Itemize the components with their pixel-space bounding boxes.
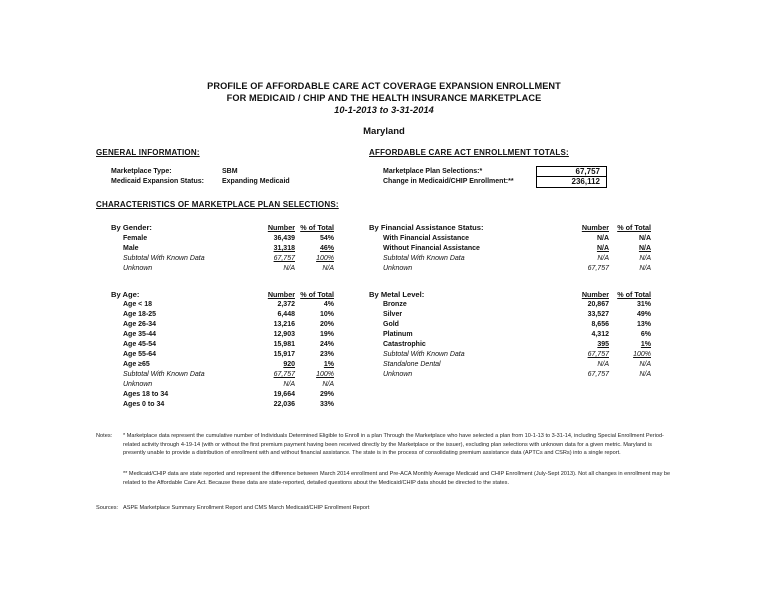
age-row-label: Age 26-34 (123, 321, 157, 328)
medicaid-change-value: 236,112 (571, 177, 600, 186)
age-row-number: 12,903 (273, 331, 295, 338)
gender-pct-header: % of Total (300, 223, 334, 232)
plan-selections-label: Marketplace Plan Selections:* (383, 168, 483, 175)
financial-row-pct: N/A (638, 245, 651, 252)
age-row-label: Subtotal With Known Data (123, 371, 205, 378)
metal-row-pct: 1% (640, 341, 651, 348)
metal-row-label: Catastrophic (383, 341, 426, 348)
report-title (0, 80, 768, 116)
financial-row-label: Without Financial Assistance (383, 245, 480, 252)
age-row-number: 920 (283, 361, 295, 368)
age-row-label: Age ≥65 (123, 361, 150, 368)
age-row-number: N/A (283, 381, 295, 388)
age-row-label: Ages 18 to 34 (123, 391, 169, 398)
age-row-number: 22,036 (273, 401, 295, 408)
metal-row-pct: 13% (636, 321, 651, 328)
age-row-pct: 33% (319, 401, 334, 408)
financial-row-pct: N/A (638, 235, 651, 242)
metal-row-label: Standalone Dental (383, 361, 441, 368)
metal-number-header: Number (581, 290, 609, 299)
enrollment-totals-heading: AFFORDABLE CARE ACT ENROLLMENT TOTALS: (369, 148, 569, 157)
age-row-number: 19,664 (273, 391, 295, 398)
age-row-pct: 4% (323, 301, 334, 308)
medicaid-change-label: Change in Medicaid/CHIP Enrollment:** (383, 178, 514, 185)
metal-row-pct: 6% (640, 331, 651, 338)
sources-text: ASPE Marketplace Summary Enrollment Report and CMS March Medicaid/CHIP Enrollment Report (123, 505, 370, 511)
title-line-1: PROFILE OF AFFORDABLE CARE ACT COVERAGE EXPANSION ENROLLMENT (207, 81, 561, 91)
age-row-label: Unknown (123, 381, 153, 388)
financial-heading: By Financial Assistance Status: (369, 223, 484, 232)
gender-row-label: Subtotal With Known Data (123, 255, 205, 262)
age-row-pct: 23% (319, 351, 334, 358)
gender-row-number: 31,318 (273, 245, 295, 252)
gender-row-pct: N/A (322, 265, 334, 272)
age-row-pct: 19% (319, 331, 334, 338)
financial-row-number: N/A (596, 245, 609, 252)
marketplace-type-value: SBM (222, 168, 238, 175)
metal-row-label: Platinum (383, 331, 413, 338)
marketplace-type-label: Marketplace Type: (111, 168, 172, 175)
metal-heading: By Metal Level: (369, 290, 425, 299)
age-row-number: 6,448 (277, 311, 295, 318)
age-pct-header: % of Total (300, 290, 334, 299)
age-row-number: 67,757 (273, 371, 295, 378)
gender-heading: By Gender: (111, 223, 152, 232)
sources-label: Sources: (96, 505, 119, 511)
metal-row-label: Silver (383, 311, 403, 318)
gender-row-number: N/A (283, 265, 295, 272)
gender-row-pct: 100% (316, 255, 334, 262)
metal-row-pct: 49% (636, 311, 651, 318)
state-name: Maryland (363, 126, 405, 137)
gender-row-label: Male (123, 245, 139, 252)
plan-selections-value: 67,757 (575, 167, 600, 176)
age-heading: By Age: (111, 290, 140, 299)
general-info-heading: GENERAL INFORMATION: (96, 148, 200, 157)
gender-row-pct: 46% (319, 245, 334, 252)
age-row-number: 15,917 (273, 351, 295, 358)
age-row-pct: 29% (319, 391, 334, 398)
age-row-pct: 100% (316, 371, 334, 378)
metal-row-number: 8,656 (591, 321, 609, 328)
financial-row-number: N/A (597, 255, 609, 262)
metal-row-number: 33,527 (587, 311, 609, 318)
metal-row-number: 4,312 (591, 331, 609, 338)
age-number-header: Number (267, 290, 295, 299)
age-row-label: Age 55-64 (123, 351, 157, 358)
metal-row-label: Unknown (383, 371, 413, 378)
financial-row-pct: N/A (639, 255, 651, 262)
expansion-status-value: Expanding Medicaid (222, 178, 290, 185)
note-medicaid: ** Medicaid/CHIP data are state reported and represent the difference between March 2014 enrollment and Pre-ACA Monthly Average Medicaid and CHIP Enrollment (July-Sept 2013). Not all changes in enrollment may be related to the Affordable Care Act. Because these data are state-reported, detailed questions about the Medicaid/CHIP data should be directed to the states. (123, 471, 671, 486)
totals-box (536, 166, 607, 188)
age-row-number: 15,981 (273, 341, 295, 348)
metal-pct-header: % of Total (617, 290, 651, 299)
metal-row-label: Bronze (383, 301, 407, 308)
metal-row-label: Subtotal With Known Data (383, 351, 465, 358)
age-row-label: Age 18-25 (123, 311, 157, 318)
age-row-pct: 10% (319, 311, 334, 318)
metal-row-pct: 100% (633, 351, 651, 358)
gender-row-label: Unknown (123, 265, 153, 272)
gender-number-header: Number (267, 223, 295, 232)
metal-row-number: 20,867 (587, 301, 609, 308)
metal-row-number: N/A (597, 361, 609, 368)
metal-row-pct: N/A (639, 361, 651, 368)
metal-row-number: 67,757 (587, 351, 609, 358)
financial-number-header: Number (581, 223, 609, 232)
characteristics-heading: CHARACTERISTICS OF MARKETPLACE PLAN SELECTIONS: (96, 200, 339, 209)
financial-row-label: Unknown (383, 265, 413, 272)
age-row-pct: 1% (323, 361, 334, 368)
title-line-2: FOR MEDICAID / CHIP AND THE HEALTH INSURANCE MARKETPLACE (226, 93, 542, 103)
financial-row-label: Subtotal With Known Data (383, 255, 465, 262)
financial-pct-header: % of Total (617, 223, 651, 232)
gender-row-number: 36,439 (273, 235, 295, 242)
age-row-number: 2,372 (277, 301, 295, 308)
financial-row-pct: N/A (639, 265, 651, 272)
expansion-status-label: Medicaid Expansion Status: (111, 178, 204, 185)
age-row-pct: 24% (319, 341, 334, 348)
metal-row-number: 67,757 (587, 371, 609, 378)
age-row-pct: N/A (322, 381, 334, 388)
metal-row-number: 395 (597, 341, 609, 348)
metal-row-pct: N/A (639, 371, 651, 378)
notes-label: Notes: (96, 433, 113, 439)
financial-row-number: 67,757 (587, 265, 609, 272)
gender-row-number: 67,757 (273, 255, 295, 262)
gender-row-label: Female (123, 235, 148, 242)
financial-row-label: With Financial Assistance (383, 235, 470, 242)
age-row-label: Ages 0 to 34 (123, 401, 165, 408)
gender-row-pct: 54% (319, 235, 334, 242)
age-row-pct: 20% (319, 321, 334, 328)
financial-row-number: N/A (596, 235, 609, 242)
age-row-label: Age 45-54 (123, 341, 157, 348)
age-row-label: Age < 18 (123, 301, 152, 308)
age-row-number: 13,216 (273, 321, 295, 328)
metal-row-label: Gold (383, 321, 399, 328)
metal-row-pct: 31% (636, 301, 651, 308)
age-row-label: Age 35-44 (123, 331, 157, 338)
note-marketplace: * Marketplace data represent the cumulative number of Individuals Determined Eligible to Enroll in a plan Through the Marketplace who have selected a plan from 10-1-13 to 3-31-14, including Special Enrollment Period-related activity through 4-19-14 (with or without the first premium payment having been received directly by the Marketplace or the issuer), excluding plan selections with unknown data for a given metric. Maryland is presently unable to provide a distribution of enrollment with and without financial assistance. The state is in the process of consolidating premium assistance data (APTCs and CSRs) into a single report. (123, 433, 664, 457)
title-dates: 10-1-2013 to 3-31-2014 (334, 105, 434, 115)
